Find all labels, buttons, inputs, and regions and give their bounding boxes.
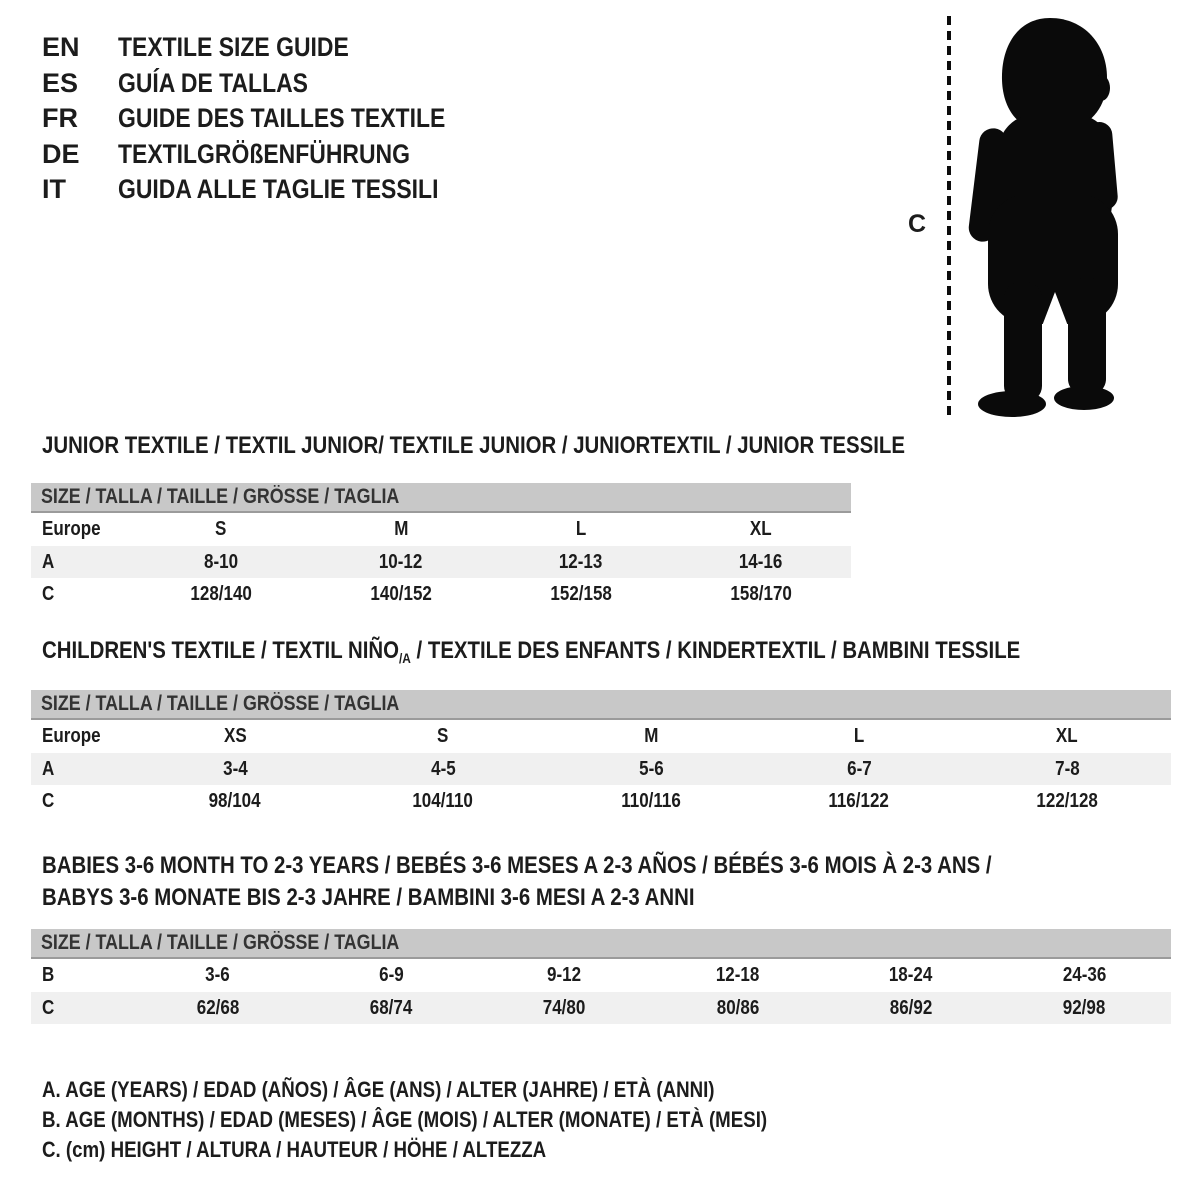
legend-line-c: C. (cm) HEIGHT / ALTURA / HAUTEUR / HÖHE / ALTEZZA (42, 1137, 547, 1162)
legend-line-a: A. AGE (YEARS) / EDAD (AÑOS) / ÂGE (ANS) / ALTER (JAHRE) / ETÀ (ANNI) (42, 1077, 715, 1102)
size-value-cell: 4-5 (339, 753, 547, 785)
junior-size-table (31, 483, 851, 610)
column-header-row (31, 512, 851, 546)
size-value-cell: 128/140 (190, 582, 252, 605)
babies-size-table (31, 929, 1171, 1024)
size-value-cell: 80/86 (651, 992, 824, 1024)
size-value-cell: 10-12 (311, 546, 491, 578)
guide-title: TEXTILGRÖßENFÜHRUNG (118, 138, 410, 169)
measure-legend (42, 1075, 895, 1165)
section-title-junior: JUNIOR TEXTILE / TEXTIL JUNIOR/ TEXTILE JUNIOR / JUNIORTEXTIL / JUNIOR TESSILE (42, 432, 905, 459)
column-header-row (31, 719, 1171, 753)
size-value-cell: 18-24 (889, 964, 933, 986)
table-row-age (31, 753, 1171, 785)
legend-line-b: B. AGE (MONTHS) / EDAD (MESES) / ÂGE (MOIS) / ALTER (MONATE) / ETÀ (MESI) (42, 1107, 768, 1132)
table-row-months (31, 958, 1171, 992)
size-column-header: XL (750, 518, 772, 540)
size-value-cell: 92/98 (998, 992, 1171, 1024)
section-title-babies: BABIES 3-6 MONTH TO 2-3 YEARS / BEBÉS 3-6 MESES A 2-3 AÑOS / BÉBÉS 3-6 MOIS À 2-3 ANS / BABYS 3-6 MONATE BIS 2-3 JAHRE / BAMBINI 3-6 MESI A 2-3 ANNI (42, 852, 992, 911)
size-value-cell: 24-36 (1062, 964, 1107, 986)
size-value-cell: 158/170 (730, 582, 792, 605)
size-header-band: SIZE / TALLA / TAILLE / GRÖSSE / TAGLIA (31, 690, 1171, 719)
size-value-cell: 98/104 (208, 789, 261, 812)
size-value-cell: 6-9 (378, 964, 404, 986)
guide-title: GUIDA ALLE TAGLIE TESSILI (118, 174, 439, 205)
table-row-height (31, 992, 1171, 1024)
size-column-header: L (853, 725, 865, 747)
language-code: EN (42, 32, 80, 63)
size-header-band: SIZE / TALLA / TAILLE / GRÖSSE / TAGLIA (31, 929, 1171, 958)
section-title-children: CHILDREN'S TEXTILE / TEXTIL $NIÑO_{/A}$ / TEXTILE DES ENFANTS / KINDERTEXTIL / BAMBINI TESSILE (42, 637, 1021, 666)
size-value-cell: 6-7 (755, 753, 963, 785)
size-value-cell: 8-10 (131, 546, 311, 578)
language-code: ES (42, 67, 79, 98)
size-value-cell: 86/92 (824, 992, 997, 1024)
size-column-header: M (393, 518, 409, 540)
size-value-cell: 3-4 (131, 753, 339, 785)
size-value-cell: 104/110 (412, 789, 474, 812)
guide-title: TEXTILE SIZE GUIDE (118, 32, 349, 63)
size-column-header: L (575, 518, 587, 540)
size-value-cell: 152/158 (550, 582, 612, 605)
row-label: C (31, 992, 131, 1024)
size-column-header: XS (223, 725, 247, 747)
size-column-header: XL (1056, 725, 1078, 747)
toddler-silhouette-icon (962, 14, 1144, 424)
size-value-cell: 62/68 (131, 992, 304, 1024)
guide-title: GUÍA DE TALLAS (118, 67, 308, 98)
table-row-height (31, 785, 1171, 817)
size-value-cell: 110/116 (621, 789, 681, 812)
size-value-cell: 68/74 (304, 992, 477, 1024)
row-label: A (31, 753, 131, 785)
size-value-cell: 3-6 (205, 964, 230, 986)
language-code: FR (42, 103, 78, 134)
row-label: C (42, 789, 55, 812)
row-label: B (42, 964, 55, 986)
size-value-cell: 116/122 (828, 789, 890, 812)
size-column-header: M (643, 725, 659, 747)
size-value-cell: 5-6 (547, 753, 755, 785)
size-header-band: SIZE / TALLA / TAILLE / GRÖSSE / TAGLIA (31, 483, 851, 512)
size-value-cell: 12-18 (715, 964, 760, 986)
size-value-cell: 12-13 (491, 546, 671, 578)
language-row (42, 30, 503, 66)
language-row (42, 137, 503, 173)
region-label: Europe (42, 518, 101, 540)
row-label: C (42, 582, 55, 605)
language-code: IT (42, 174, 66, 205)
language-row (42, 101, 503, 137)
size-value-cell: 7-8 (963, 753, 1171, 785)
size-value-cell: 14-16 (671, 546, 851, 578)
size-value-cell: 140/152 (370, 582, 432, 605)
children-size-table (31, 690, 1171, 817)
table-row-age (31, 546, 851, 578)
language-row (42, 172, 503, 208)
size-value-cell: 9-12 (547, 964, 582, 986)
size-value-cell: 74/80 (478, 992, 651, 1024)
language-code: DE (42, 138, 80, 169)
language-title-list (42, 30, 503, 208)
table-row-height (31, 578, 851, 610)
size-column-header: S (437, 725, 449, 747)
height-measure-label: C (908, 210, 927, 238)
height-measure-dashed-line (947, 16, 951, 416)
size-value-cell: 122/128 (1036, 789, 1098, 812)
guide-title: GUIDE DES TAILLES TEXTILE (118, 103, 446, 134)
nino-a-subscript: /A (398, 650, 411, 666)
size-column-header: S (215, 518, 227, 540)
language-row (42, 66, 503, 102)
region-label: Europe (42, 725, 101, 747)
row-label: A (31, 546, 131, 578)
